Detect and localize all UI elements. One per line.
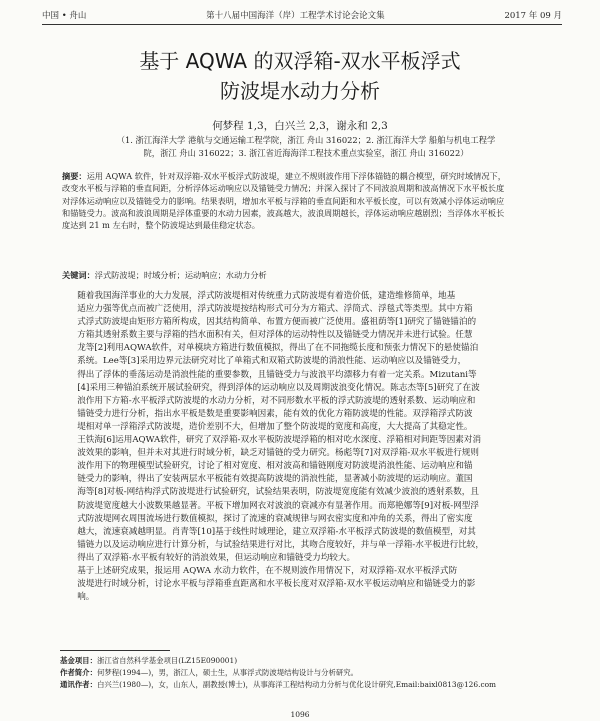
abstract-label: 摘要： — [62, 171, 87, 181]
body-line: 浪作用下方箱-水平板浮式防波堤的水动力分析，对不同形数水平板的浮式防波堤的透射系数、运动响应和 — [77, 395, 476, 406]
body-line: 王铁海[6]运用AQWA软件，研究了双浮箱-双水平板防波堤浮箱的相对吃水深度、浮箱相对间距等因素对消 — [77, 435, 482, 446]
header-proceedings: 第十八届中国海洋（岸）工程学术讨论会论文集 — [206, 11, 385, 21]
body-line: 锚链受力进行分析，指出水平板是数是重要影响因素，能有效的优化方箱防波堤的性能。双浮箱浮式防波 — [77, 408, 473, 419]
footnote-text: 何梦程(1994—)，男，浙江人，硕士生，从事浮式防波堤结构设计与分析研究。 — [96, 668, 359, 677]
keywords — [62, 269, 546, 281]
affiliation-line: （1. 浙江海洋大学 港航与交通运输工程学院，浙江 舟山 316022；2. 浙江海洋大学 船舶与机电工程学 — [116, 135, 496, 145]
paragraph-scope — [60, 565, 560, 604]
footnote-label: 作者简介： — [60, 668, 97, 677]
page-number: 1096 — [290, 710, 310, 719]
body-line: 龙等[2]利用AQWA软件，对单模块方箱进行数值模拟，得出了在不同拖缆长度和预张力情况下的悬使锚泊 — [77, 343, 479, 354]
abstract-line: 度达到 21 m 左右时，整个防波堤达到最佳稳定状态。 — [62, 220, 260, 231]
running-header — [42, 8, 562, 22]
footnotes — [60, 655, 560, 691]
affiliations — [76, 134, 536, 160]
header-date: 2017 年 09 月 — [504, 11, 562, 21]
abstract-line: 和锚链受力。波高和波浪周期是浮体重要的水动力因素，波高越大，波浪周期越长，浮体运动响应越剧烈；当浮体水平板长 — [62, 207, 505, 218]
author-list: 何梦程 1,3，白兴兰 2,3，谢永和 2,3 — [212, 120, 388, 132]
body-line: [4]采用三种锚泊系统开展试验研究，得到浮体的运动响应以及周期波浪变化情况。陈志杰等[5]研究了在波 — [77, 382, 480, 393]
abstract-line: 改变水平板与浮箱的垂直间距，分析浮体运动响应以及锚链受力情况；并深入探讨了不同波浪周期和波高情况下水平板长度 — [62, 183, 505, 194]
footnote-label: 基金项目： — [60, 656, 97, 665]
body-line: 得出了双浮箱-水平板有较好的消浪效果，但运动响应和锚链受力均较大。 — [77, 552, 356, 563]
footnote-text: 白兴兰(1980—)，女，山东人，副教授(博士)，从事海洋工程结构动力分析与优化设计研究,Email:baixl0813@126.com — [96, 680, 497, 689]
body-line: 波堤进行时域分析，讨论水平板与浮箱垂直距离和水平板长度对双浮箱-双水平板运动响应和锚链受力的影 — [77, 579, 476, 590]
footnote-rule — [60, 650, 170, 651]
footnote-label: 通讯作者： — [60, 680, 97, 689]
paper-title-line-2: 防波堤水动力分析 — [220, 79, 380, 103]
footnote-text: 浙江省自然科学基金项目(LZ15E090001) — [96, 656, 238, 665]
body-line: 海等[8]对板-网结构浮式防波堤进行试验研究，试验结果表明，防波堤宽度能有效减少波浪的透射系数，且 — [77, 487, 479, 498]
abstract-line: 运用 AQWA 软件，针对双浮箱-双水平板浮式防波堤，建立不规则波作用下浮体锚链的耦合模型，研究时域情况下， — [86, 171, 506, 181]
header-rule — [42, 24, 562, 25]
header-location: 中国 • 舟山 — [42, 11, 87, 21]
body-line: 响。 — [77, 592, 95, 603]
affiliation-line: 院，浙江 舟山 316022；3. 浙江省近海海洋工程技术重点实验室，浙江 舟山 316022） — [143, 148, 469, 158]
abstract — [62, 170, 546, 231]
keywords-label: 关键词： — [62, 270, 95, 280]
keywords-text: 浮式防波堤；时域分析；运动响应；水动力分析 — [94, 270, 267, 280]
paragraph-intro — [60, 290, 560, 565]
body-line: 适应力强等优点而被广泛使用，浮式防波堤按结构形式可分为方箱式、浮筒式、浮毯式等类型。其中方箱 — [77, 304, 473, 315]
body-line: 方箱其透射系数主要与浮箱的挡水面积有关，但对浮体的运动特性以及锚链受力情况并未进行试验。任慧 — [77, 330, 473, 341]
body-line: 式防波堤网衣周围流场进行数值模拟，探讨了流速的衰减规律与网衣密实度和冲角的关系，得出了密实度 — [77, 513, 473, 524]
body-line: 式浮式防波堤由矩形方箱所构成，因其结构简单、布置方便而被广泛使用。盛祖荫等[1]研究了锚链锚泊的 — [77, 317, 477, 328]
body-line: 随着我国海洋事业的大力发展，浮式防波堤相对传统重力式防波堤有着造价低，建造维修简单，地基 — [77, 291, 456, 301]
body-text — [60, 290, 560, 604]
paper-title-line-1: 基于 AQWA 的双浮箱-双水平板浮式 — [139, 49, 461, 73]
body-line: 链受力的影响，得出了安装两层水平板能有效提高防波堤的消浪性能，显著减小防波堤的运动响应。董国 — [77, 474, 473, 485]
body-line: 防波堤宽度越大小波数果越显著。平板下增加网衣对波浪的衰减亦有显著作用。而郑艳娜等[9]对板-网型浮 — [77, 500, 479, 511]
body-line: 堤相对单一浮箱浮式防波堤，造价差别不大，但增加了整个防波堤的宽度和高度，大大提高了其稳定性。 — [77, 421, 473, 432]
body-line: 波作用下的物理模型试验研究，讨论了相对宽度、相对波高和锚链刚度对防波堤消浪性能、运动响应和锚 — [77, 461, 473, 472]
body-line: 锚链力以及运动响应进行计算分析，与试验结果进行对比，其吻合度较好，并与单一浮箱-水平板进行比较， — [77, 539, 484, 550]
body-line: 越大，流速衰减越明显。肖青等[10]基于线性时域理论，建立双浮箱-水平板浮式防波堤的数值模型，对其 — [77, 526, 476, 537]
body-line: 波效果的影响，但并未对其进行时域分析，缺乏对锚链的受力研究。杨彪等[7]对双浮箱-双水平板进行规则 — [77, 448, 479, 459]
body-line: 基于上述研究成果，报运用 AQWA 水动力软件，在不规则波作用情况下，对双浮箱-双水平板浮式防 — [77, 565, 458, 576]
body-line: 得出了浮体的垂荡运动是消浪性能的重要参数，且锚链受力与波浪平均漂移力有着一定关系。Mizutani等 — [77, 369, 477, 380]
body-line: 系统。Lee等[3]采用边界元法研究对比了单箱式和双箱式防波堤的消浪性能、运动响应以及锚链受力， — [77, 356, 467, 367]
abstract-line: 对浮体运动响应以及锚链受力的影响。结果表明，增加水平板与浮箱的垂直间距和水平板长度，可以有效减小浮体运动响应 — [62, 195, 505, 206]
